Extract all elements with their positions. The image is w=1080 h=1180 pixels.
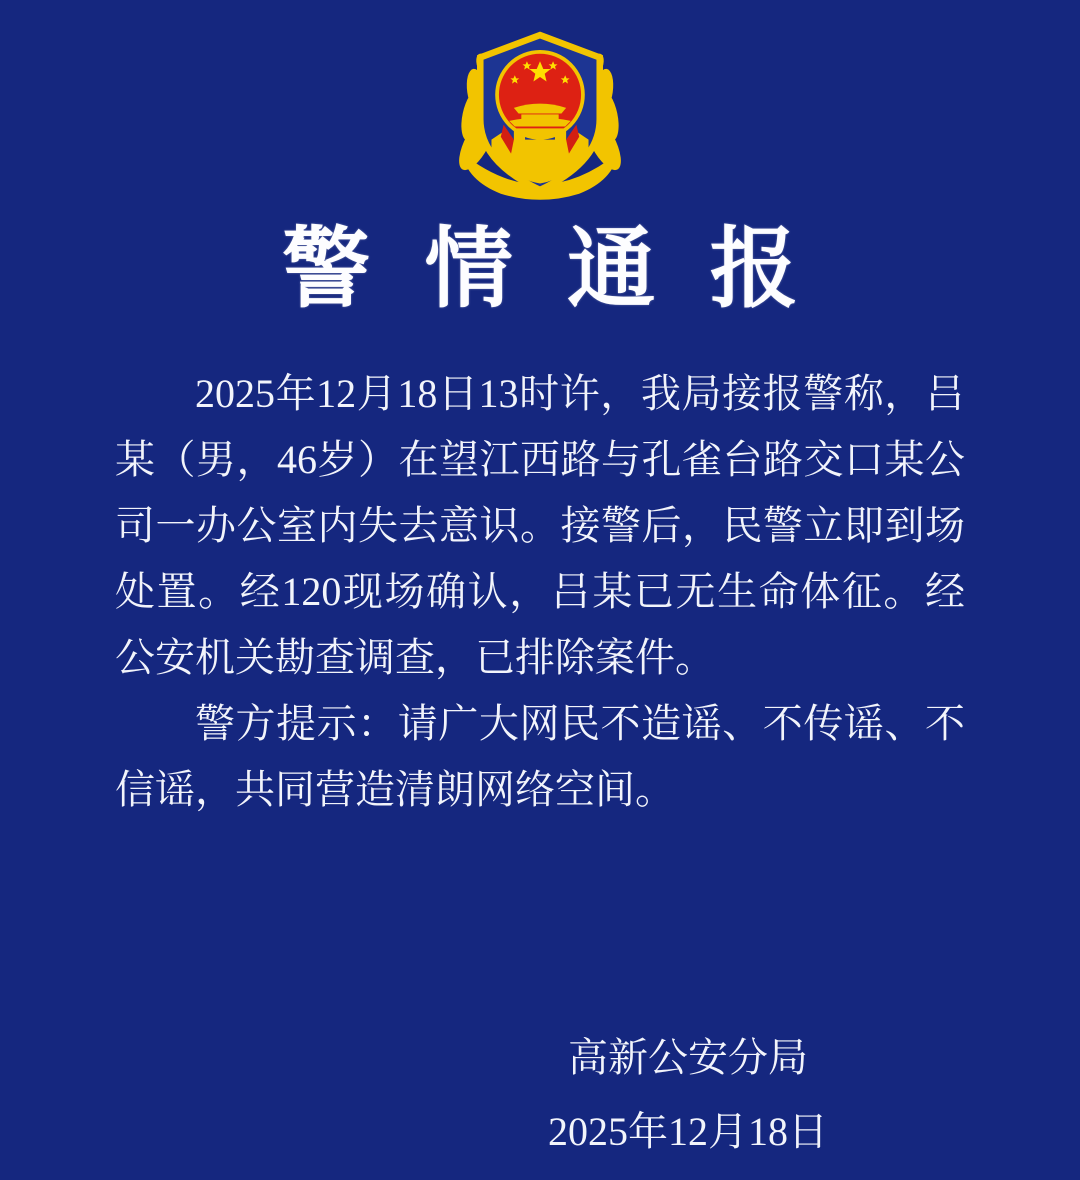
signature-date: 2025年12月18日 [548,1109,828,1155]
tiananmen-shape [509,104,571,137]
signature-agency: 高新公安分局 [568,1035,808,1081]
page-title: 警情通报 [282,222,853,319]
body-paragraph: 2025年12月18日13时许，我局接报警称，吕某（男，46岁）在望江西路与孔雀台路交口某公司一办公室内失去意识。接警后，民警立即到场处置。经120现场确认，吕某已无生命体征。经公安机关勘查调查，已排除案件。 [115,371,965,681]
signature-block [548,1033,828,1157]
police-badge-icon [446,22,634,204]
emblem-container [0,0,1080,204]
body-paragraph: 警方提示：请广大网民不造谣、不传谣、不信谣，共同营造清朗网络空间。 [115,701,965,813]
notice-body [115,361,965,823]
